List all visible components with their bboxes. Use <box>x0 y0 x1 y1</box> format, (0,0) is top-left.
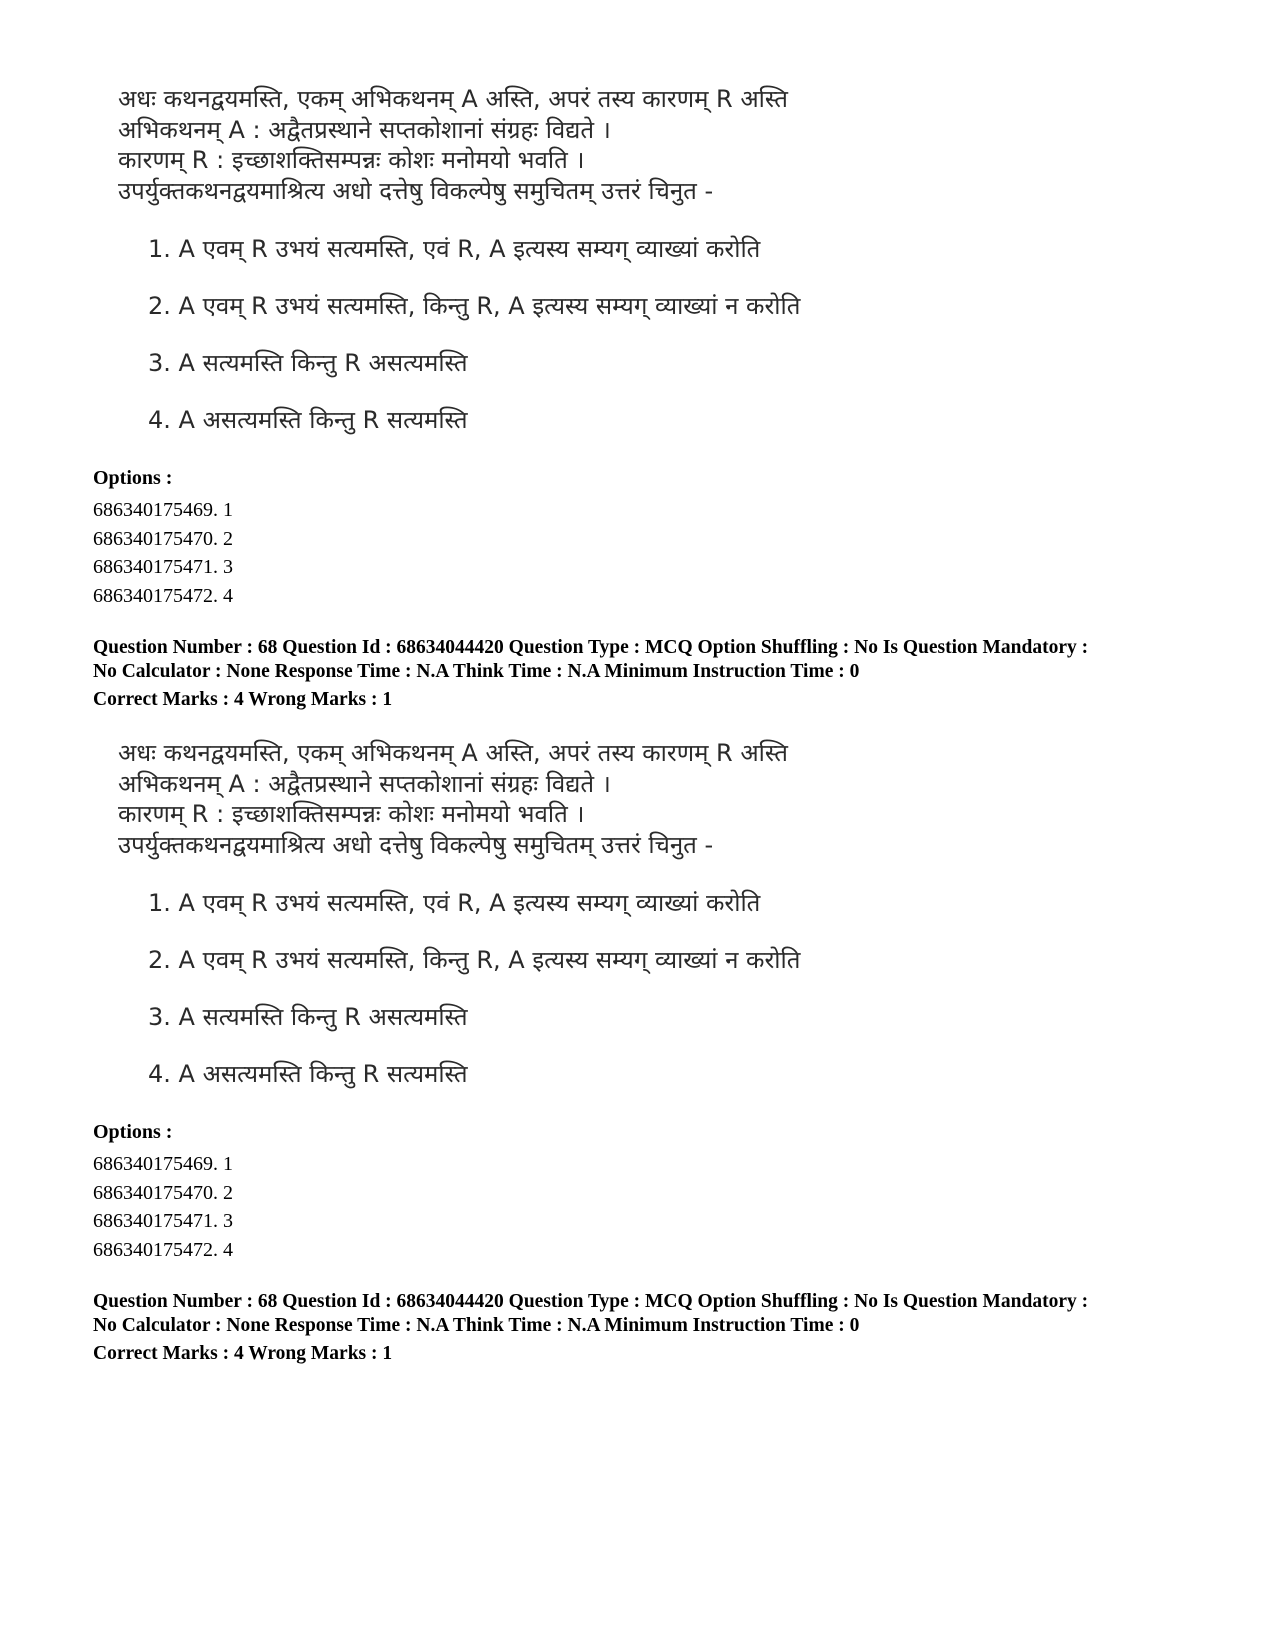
options-heading: Options : <box>93 1121 173 1143</box>
answer-choice: 1. A एवम् R उभयं सत्यमस्ति, एवं R, A इत्यस्य सम्यग् व्याख्यां करोति <box>148 235 761 263</box>
option-item: 686340175472. 4 <box>93 1238 233 1261</box>
question-metadata-line: Question Number : 68 Question Id : 68634044420 Question Type : MCQ Option Shuffling : No Is Question Mandatory : <box>93 1291 1089 1312</box>
option-item: 686340175470. 2 <box>93 527 233 550</box>
option-item: 686340175470. 2 <box>93 1181 233 1204</box>
question-stem-line: अभिकथनम् A : अद्वैतप्रस्थाने सप्तकोशानां संग्रहः विद्यते । <box>118 769 611 798</box>
options-section <box>93 1120 233 1264</box>
answer-choice: 2. A एवम् R उभयं सत्यमस्ति, किन्तु R, A इत्यस्य सम्यग् व्याख्यां न करोति <box>148 292 801 320</box>
option-item: 686340175469. 1 <box>93 499 233 521</box>
marks-line: Correct Marks : 4 Wrong Marks : 1 <box>93 689 393 710</box>
answer-choice: 3. A सत्यमस्ति किन्तु R असत्यमस्ति <box>148 1003 468 1031</box>
answer-choice: 3. A सत्यमस्ति किन्तु R असत्यमस्ति <box>148 349 468 377</box>
options-section <box>93 466 233 610</box>
question-stem-image <box>118 738 800 1089</box>
question-stem-line: कारणम् R : इच्छाशक्तिसम्पन्नः कोशः मनोमयो भवति । <box>118 800 585 828</box>
question-metadata-line: Question Number : 68 Question Id : 68634044420 Question Type : MCQ Option Shuffling : No Is Question Mandatory : <box>93 637 1089 658</box>
question-stem-line: अधः कथनद्वयमस्ति, एकम् अभिकथनम् A अस्ति, अपरं तस्य कारणम् R अस्ति <box>118 739 788 767</box>
option-item: 686340175469. 1 <box>93 1153 233 1175</box>
answer-choices-list <box>118 234 800 435</box>
question-stem-line: अभिकथनम् A : अद्वैतप्रस्थाने सप्तकोशानां संग्रहः विद्यते । <box>118 115 611 144</box>
question-metadata <box>93 636 1233 712</box>
question-metadata <box>93 1290 1233 1366</box>
question-stem-image <box>118 84 800 435</box>
question-stem-line: अधः कथनद्वयमस्ति, एकम् अभिकथनम् A अस्ति, अपरं तस्य कारणम् R अस्ति <box>118 85 788 113</box>
answer-choices-list <box>118 888 800 1089</box>
question-stem-line: उपर्युक्तकथनद्वयमाश्रित्य अधो दत्तेषु विकल्पेषु समुचितम् उत्तरं चिनुत - <box>118 830 714 859</box>
option-item: 686340175472. 4 <box>93 584 233 607</box>
question-metadata-line: No Calculator : None Response Time : N.A Think Time : N.A Minimum Instruction Time : 0 <box>93 1314 860 1336</box>
answer-choice: 4. A असत्यमस्ति किन्तु R सत्यमस्ति <box>148 1060 468 1088</box>
question-metadata-line: No Calculator : None Response Time : N.A Think Time : N.A Minimum Instruction Time : 0 <box>93 660 860 682</box>
option-item: 686340175471. 3 <box>93 556 233 578</box>
answer-choice: 4. A असत्यमस्ति किन्तु R सत्यमस्ति <box>148 406 468 434</box>
question-stem-line: कारणम् R : इच्छाशक्तिसम्पन्नः कोशः मनोमयो भवति । <box>118 146 585 174</box>
option-item: 686340175471. 3 <box>93 1210 233 1232</box>
answer-choice: 2. A एवम् R उभयं सत्यमस्ति, किन्तु R, A इत्यस्य सम्यग् व्याख्यां न करोति <box>148 946 801 974</box>
answer-choice: 1. A एवम् R उभयं सत्यमस्ति, एवं R, A इत्यस्य सम्यग् व्याख्यां करोति <box>148 889 761 917</box>
marks-line: Correct Marks : 4 Wrong Marks : 1 <box>93 1343 393 1364</box>
question-stem-line: उपर्युक्तकथनद्वयमाश्रित्य अधो दत्तेषु विकल्पेषु समुचितम् उत्तरं चिनुत - <box>118 176 714 205</box>
options-heading: Options : <box>93 467 173 489</box>
